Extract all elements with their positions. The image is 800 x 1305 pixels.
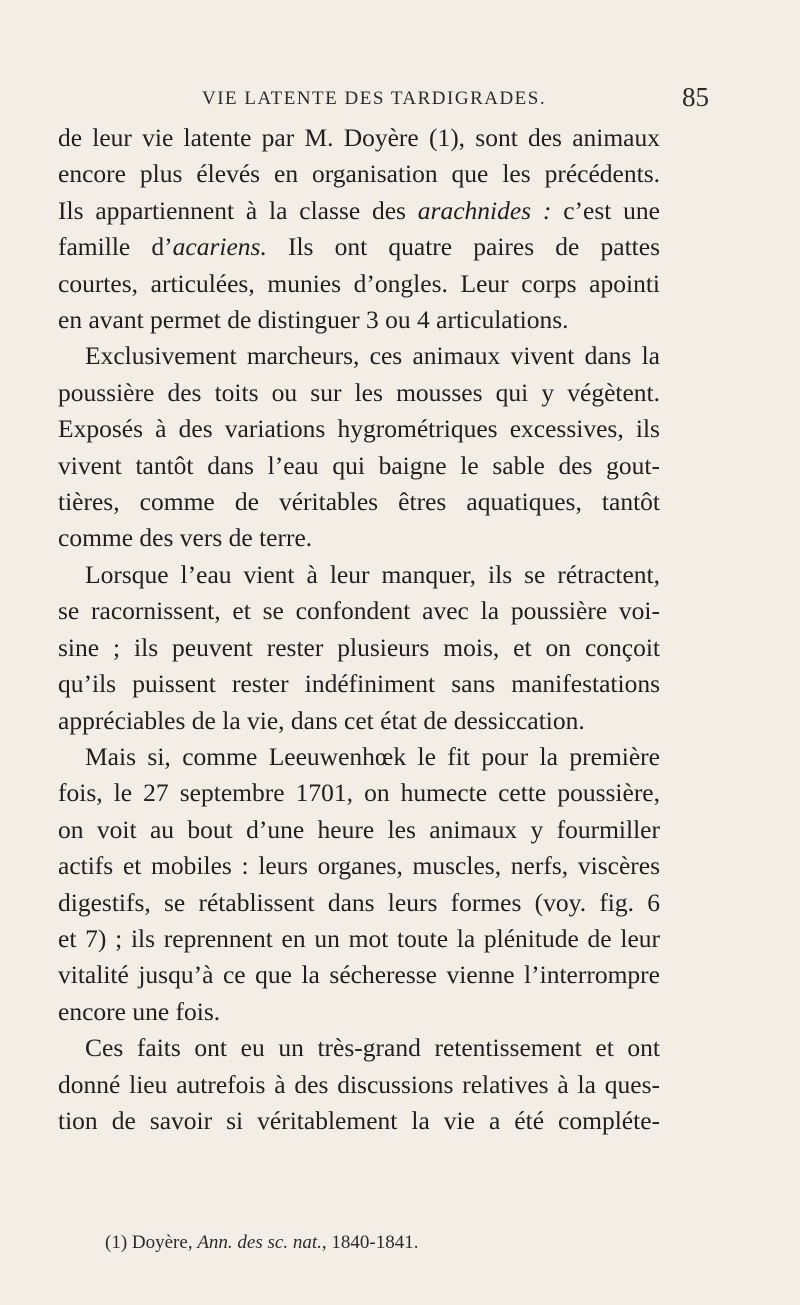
text-line: Ils appartiennent à la classe des arachnides : c’est une <box>58 195 660 225</box>
running-title: VIE LATENTE DES TARDIGRADES. <box>202 88 547 109</box>
text-line: comme des vers de terre. <box>58 523 313 553</box>
text-line: et 7) ; ils reprennent en un mot toute la plénitude de leur <box>58 923 660 953</box>
text-line: tières, comme de véritables êtres aquatiques, tantôt <box>58 487 660 517</box>
text-line: fois, le 27 septembre 1701, on humecte cette poussière, <box>58 778 660 808</box>
text-line: Ces faits ont eu un très-grand retentissement et ont <box>85 1033 660 1063</box>
footnote-journal: Ann. des sc. nat. <box>197 1232 322 1253</box>
text-line: se racornissent, et se confondent avec la poussière voi- <box>58 596 660 626</box>
italic-term: acariens. <box>172 232 267 262</box>
text-line: actifs et mobiles : leurs organes, muscles, nerfs, viscères <box>58 851 660 881</box>
text-line: digestifs, se rétablissent dans leurs formes (voy. fig. 6 <box>58 887 660 917</box>
text-line: courtes, articulées, munies d’ongles. Leur corps apointi <box>58 268 660 298</box>
text-line: vivent tantôt dans l’eau qui baigne le sable des gout- <box>58 450 660 480</box>
footnote-years: , 1840-1841. <box>321 1232 419 1253</box>
text-line: donné lieu autrefois à des discussions relatives à la ques- <box>58 1069 660 1099</box>
text-line: encore une fois. <box>58 996 221 1026</box>
text-line: de leur vie latente par M. Doyère (1), sont des animaux <box>58 123 660 152</box>
italic-term: arachnides : <box>417 195 552 225</box>
paragraph-5 <box>58 1030 660 1139</box>
paragraph-2 <box>58 338 660 556</box>
page-number: 85 <box>682 82 709 112</box>
text-line: poussière des toits ou sur les mousses qui y végètent. <box>58 377 660 407</box>
paragraph-1 <box>58 120 660 338</box>
text-line: Exclusivement marcheurs, ces animaux vivent dans la <box>85 341 660 371</box>
text-line: en avant permet de distinguer 3 ou 4 articulations. <box>58 305 569 335</box>
paragraph-4 <box>58 739 660 1030</box>
text-line: tion de savoir si véritablement la vie a été compléte- <box>58 1105 660 1135</box>
text-line: Mais si, comme Leeuwenhœk le fit pour la première <box>85 741 660 771</box>
text-line: qu’ils puissent rester indéfiniment sans manifestations <box>58 669 660 699</box>
text-line: appréciables de la vie, dans cet état de dessiccation. <box>58 705 585 735</box>
text-line: Lorsque l’eau vient à leur manquer, ils se rétractent, <box>85 559 660 589</box>
footnote-author: Doyère, <box>127 1232 198 1253</box>
paragraph-3 <box>58 557 660 739</box>
text-line: on voit au bout d’une heure les animaux y fourmiller <box>58 814 660 844</box>
text-line: sine ; ils peuvent rester plusieurs mois, et on conçoit <box>58 632 660 662</box>
footnote-marker: (1) <box>105 1232 128 1253</box>
text-line: vitalité jusqu’à ce que la sécheresse vienne l’interrompre <box>58 960 660 990</box>
text-line: famille d’acariens. Ils ont quatre paires de pattes <box>58 232 660 262</box>
footnote <box>105 1232 418 1254</box>
text-line: encore plus élevés en organisation que les précédents. <box>58 159 660 189</box>
text-line: Exposés à des variations hygrométriques excessives, ils <box>58 414 660 444</box>
body-text <box>58 120 660 1139</box>
